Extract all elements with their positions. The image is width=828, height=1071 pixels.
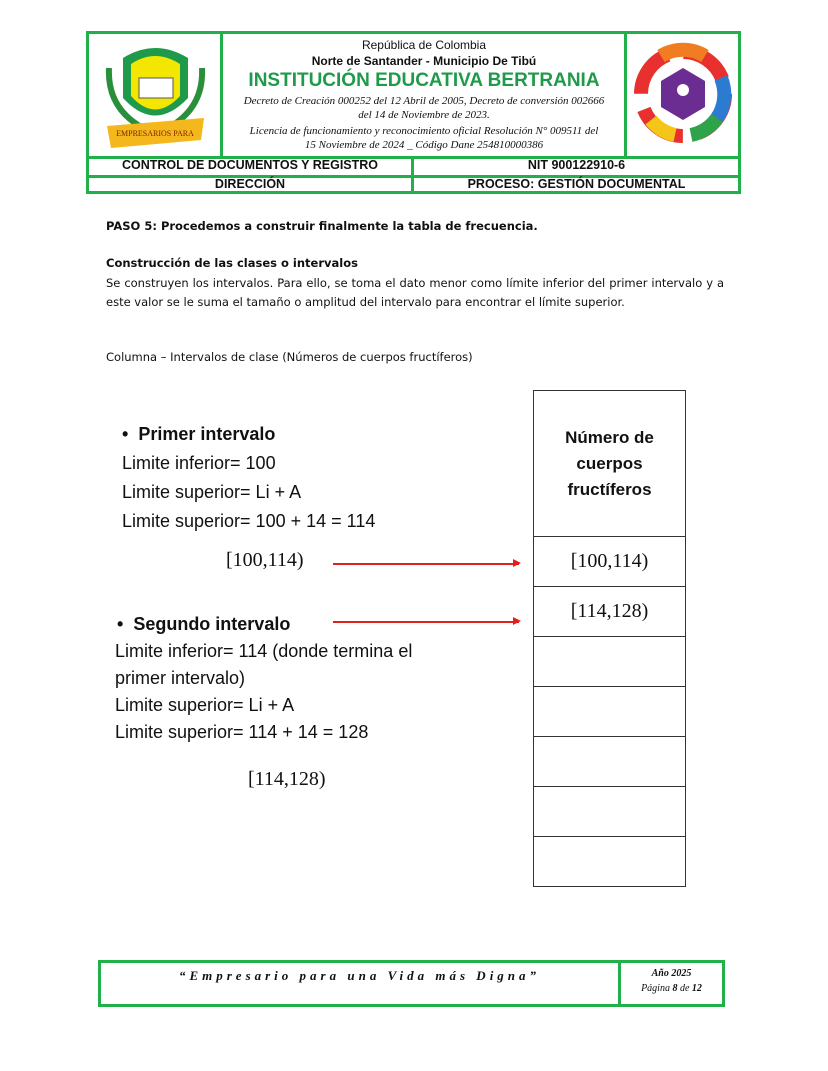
page-number: Página 8 de 12 — [641, 983, 702, 994]
first-interval-title: Primer intervalo — [138, 424, 276, 444]
country-text: República de Colombia — [361, 38, 487, 52]
first-interval-notation: [100,114) — [226, 549, 304, 571]
text-line: primer intervalo) — [115, 668, 246, 688]
text-line: Limite superior= Li + A — [115, 695, 295, 715]
arrow-icon — [333, 563, 519, 565]
bullet-icon: • — [122, 424, 139, 444]
control-label: CONTROL DE DOCUMENTOS Y REGISTRO — [121, 158, 379, 172]
table-row — [534, 836, 685, 886]
text-line: Limite inferior= 114 (donde termina el — [115, 641, 413, 661]
document-footer — [98, 960, 725, 1007]
step-heading: PASO 5: Procedemos a construir finalmente la tabla de frecuencia. — [106, 219, 538, 233]
motto: “Empresario para una Vida más Digna” — [178, 968, 541, 983]
nit-label: NIT 900122910-6 — [527, 158, 626, 172]
proceso-label: PROCESO: GESTIÓN DOCUMENTAL — [467, 177, 686, 191]
column-label: Columna – Intervalos de clase (Números de cuerpos fructíferos) — [106, 350, 473, 364]
intro-paragraph: Se construyen los intervalos. Para ello, se toma el dato menor como límite inferior del primer intervalo y a este valor se le suma el tamaño o amplitud del intervalo para encontrar el límite superior. — [106, 276, 724, 309]
table-header: Número de cuerpos fructíferos — [565, 428, 654, 499]
table-row — [534, 786, 685, 836]
table-row: [114,128) — [534, 586, 685, 636]
table-row — [534, 636, 685, 686]
decree-line: Decreto de Creación 000252 del 12 Abril de 2005, Decreto de conversión 002666 — [243, 95, 605, 107]
decree-line: del 14 de Noviembre de 2023. — [358, 109, 490, 121]
table-row: [100,114) — [534, 536, 685, 586]
table-row — [534, 686, 685, 736]
text-line: Limite superior= 114 + 14 = 128 — [115, 722, 369, 742]
school-crest-logo — [103, 38, 208, 150]
direccion-label: DIRECCIÓN — [214, 177, 286, 191]
text-line: Limite inferior= 100 — [122, 453, 276, 473]
license-line: 15 Noviembre de 2024 _ Código Dane 254810000386 — [304, 139, 544, 151]
license-line: Licencia de funcionamiento y reconocimiento oficial Resolución N° 009511 del — [249, 125, 599, 137]
table-row — [534, 736, 685, 786]
year-label: Año 2025 — [651, 968, 692, 979]
frequency-table — [533, 390, 686, 887]
bullet-icon: • — [117, 614, 134, 634]
process-cycle-logo — [631, 38, 735, 150]
text-line: Limite superior= 100 + 14 = 114 — [122, 511, 376, 531]
region-text: Norte de Santander - Municipio De Tibú — [311, 54, 537, 68]
text-line: Limite superior= Li + A — [122, 482, 302, 502]
second-interval-title: Segundo intervalo — [133, 614, 291, 634]
section-title: Construcción de las clases o intervalos — [106, 256, 358, 270]
second-interval-block — [115, 611, 412, 746]
institution-name: INSTITUCIÓN EDUCATIVA BERTRANIA — [248, 70, 600, 91]
svg-text:EMPRESARIOS PARA: EMPRESARIOS PARA — [116, 129, 194, 138]
document-header — [86, 31, 741, 194]
second-interval-notation: [114,128) — [248, 768, 326, 790]
first-interval-block — [122, 420, 375, 536]
